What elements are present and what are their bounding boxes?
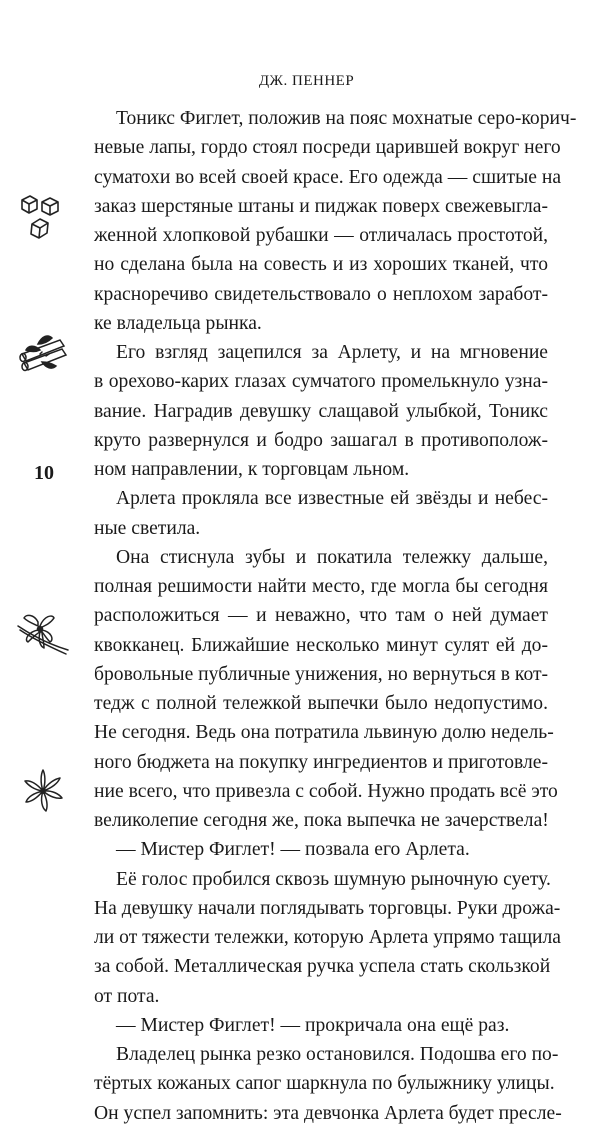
page-number: 10 [34,462,54,484]
text-line: ли от тяжести тележки, которую Арлета упрямо тащила [94,927,561,948]
text-line: за собой. Металлическая ручка успела стать скользкой [94,956,551,978]
text-line: красноречиво свидетельствовало о неплохом заработ- [94,283,548,305]
text-line: Арлета прокляла все известные ей звёзды и небес- [116,488,548,510]
text-line: вание. Наградив девушку слащавой улыбкой, Тоникс [94,400,548,422]
star-anise-icon [20,768,66,814]
cinnamon-sticks-icon [16,330,72,376]
text-line: — Мистер Фиглет! — прокричала она ещё раз. [116,1014,510,1036]
text-line: женной хлопковой рубашки — отличалась простотой, [94,225,548,246]
text-line: Её голос пробился сквозь шумную рыночную суету. [116,868,551,890]
text-line: Она стиснула зубы и покатила тележку дальше, [116,546,548,568]
text-line: полная решимости найти место, где могла бы сегодня [94,576,548,597]
body-text [94,104,577,1128]
text-line: в орехово-карих глазах сумчатого промелькнуло узна- [94,371,548,393]
text-line: расположиться — и неважно, что там о ней думает [94,605,548,627]
text-line: ного бюджета на покупку ингредиентов и приготовле- [94,751,548,773]
text-line: Его взгляд зацепился за Арлету, и на мгновение [116,342,548,363]
text-line: ном направлении, к торговцам льном. [94,459,410,480]
text-line: от пота. [94,985,160,1007]
text-line: Тоникс Фиглет, положив на пояс мохнатые серо-корич- [116,108,577,129]
text-line: Владелец рынка резко остановился. Подошва его по- [116,1044,559,1065]
text-line: Не сегодня. Ведь она потратила львиную долю недель- [94,722,554,744]
text-line: квокканец. Ближайшие несколько минут сулят ей до- [94,634,548,656]
text-line: Он успел запомнить: эта девчонка Арлета будет пресле- [94,1102,562,1124]
text-line: ке владельца рынка. [94,312,262,334]
sugar-cubes-icon [18,190,64,244]
text-line: невые лапы, гордо стоял посреди царившей вокруг него [94,137,561,159]
text-line: тёртых кожаных сапог шаркнула по булыжнику улицы. [94,1073,555,1095]
text-line: ние всего, что привезла с собой. Нужно продать всё это [94,780,558,802]
text-line: великолепие сегодня же, пока выпечка не зачерствела! [94,810,549,831]
vanilla-flower-icon [14,612,74,660]
text-line: — Мистер Фиглет! — позвала его Арлета. [116,839,470,861]
text-line: но сделана была на совесть и из хороших тканей, что [94,254,548,276]
text-line: ные светила. [94,517,201,539]
text-line: На девушку начали поглядывать торговцы. Руки дрожа- [94,897,561,919]
text-line: бровольные публичные унижения, но вернуться в кот- [94,663,549,685]
text-line: круто развернулся и бодро зашагал в противополож- [94,429,548,451]
text-line: суматохи во всей своей красе. Его одежда — сшитые на [94,166,562,188]
text-line: тедж с полной тележкой выпечки было недопустимо. [94,693,548,714]
text-line: заказ шерстяные штаны и пиджак поверх свежевыгла- [94,195,548,217]
running-head: ДЖ. ПЕННЕР [258,73,355,89]
